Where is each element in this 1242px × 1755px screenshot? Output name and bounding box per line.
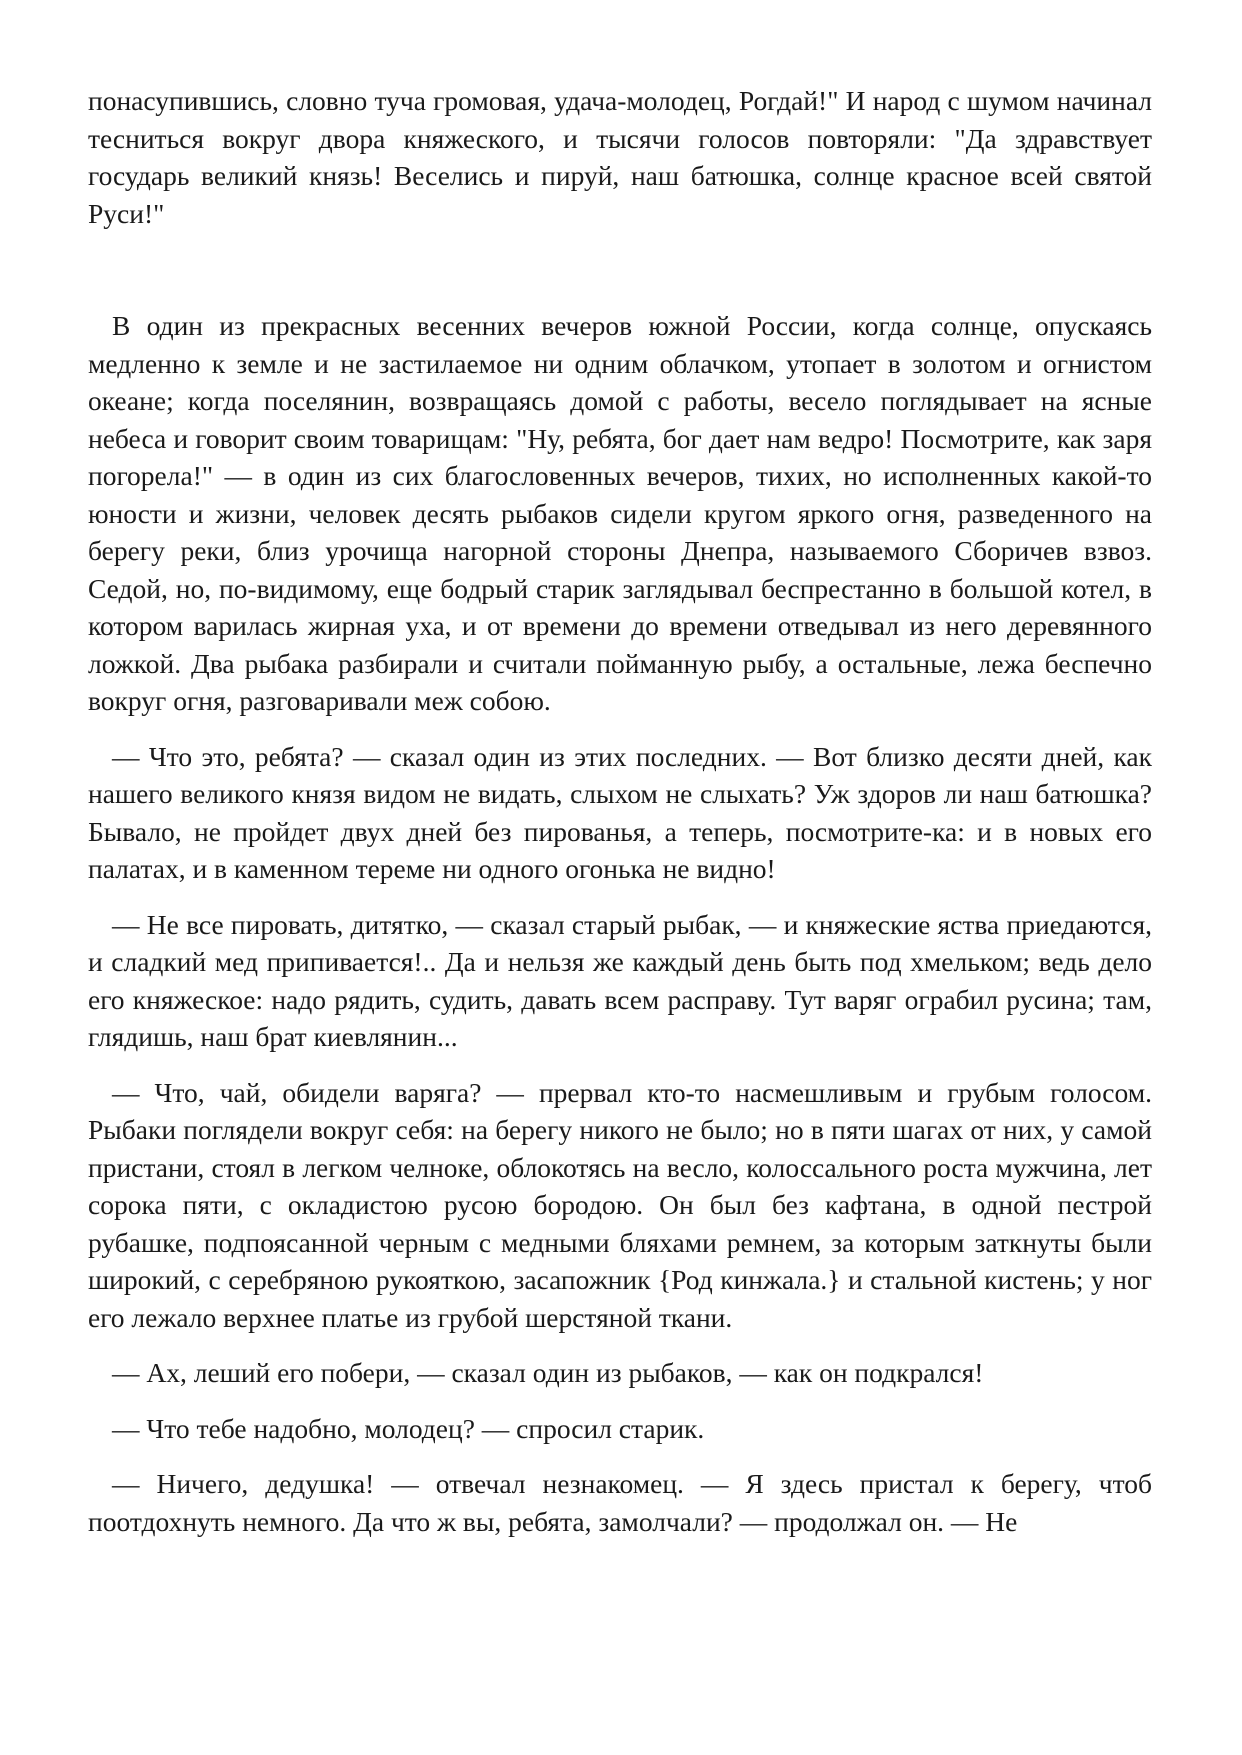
paragraph-dialogue-1: — Что это, ребята? — сказал один из этих последних. — Вот близко десяти дней, как нашего великого князя видом не видать, слыхом не слыхать? Уж здоров ли наш батюшка? Бывало, не пройдет двух дней без пированья, а теперь, посмотрите-ка: и в новых его палатах, и в каменном тереме ни одного огонька не видно! (88, 740, 1152, 884)
paragraph-dialogue-3: — Что, чай, обидели варяга? — прервал кто-то насмешливым и грубым голосом. Рыбаки поглядели вокруг себя: на берегу никого не было; но в пяти шагах от них, у самой пристани, стоял в легком челноке, облокотясь на весло, колоссального роста мужчина, лет сорока пяти, с окладистою русою бородою. Он был без кафтана, в одной пестрой рубашке, подпоясанной черным с медными бляхами ремнем, за которым заткнуты были широкий, с серебряною рукояткою, засапожник {Род кинжала.} и стальной кистень; у ног его лежало верхнее платье из грубой шерстяной ткани. (88, 1076, 1152, 1333)
document-page (88, 82, 1152, 1540)
paragraph-dialogue-2: — Не все пировать, дитятко, — сказал старый рыбак, — и княжеские яства приедаются, и сладкий мед припивается!.. Да и нельзя же каждый день быть под хмельком; ведь дело его княжеское: надо рядить, судить, давать всем расправу. Тут варяг ограбил русина; там, глядишь, наш брат киевлянин... (88, 908, 1152, 1052)
paragraph-dialogue-5: — Что тебе надобно, молодец? — спросил старик. (112, 1412, 705, 1444)
paragraph-dialogue-6: — Ничего, дедушка! — отвечал незнакомец. — Я здесь пристал к берегу, чтоб поотдохнуть немного. Да что ж вы, ребята, замолчали? — продолжал он. — Не (88, 1468, 1152, 1537)
paragraph-chapter-start: В один из прекрасных весенних вечеров южной России, когда солнце, опускаясь медленно к земле и не застилаемое ни одним облачком, утопает в золотом и огнистом океане; когда поселянин, возвращаясь домой с работы, весело поглядывает на ясные небеса и говорит своим товарищам: "Ну, ребята, бог дает нам ведро! Посмотрите, как заря погорела!" — в один из сих благословенных вечеров, тихих, но исполненных какой-то юности и жизни, человек десять рыбаков сидели кругом яркого огня, разведенного на берегу реки, близ урочища нагорной стороны Днепра, называемого Сборичев взвоз. Седой, но, по-видимому, еще бодрый старик заглядывал беспрестанно в большой котел, в котором варилась жирная уха, и от времени до времени отведывал из него деревянного ложкой. Два рыбака разбирали и считали пойманную рыбу, а остальные, лежа беспечно вокруг огня, разговаривали меж собою. (88, 310, 1152, 716)
paragraph-dialogue-4: — Ах, леший его побери, — сказал один из рыбаков, — как он подкрался! (112, 1357, 984, 1388)
paragraph-continuation: понасупившись, словно туча громовая, удача-молодец, Рогдай!" И народ с шумом начинал тесниться вокруг двора княжеского, и тысячи голосов повторяли: "Да здравствует государь великий князь! Веселись и пируй, наш батюшка, солнце красное всей святой Руси!" (88, 85, 1152, 229)
